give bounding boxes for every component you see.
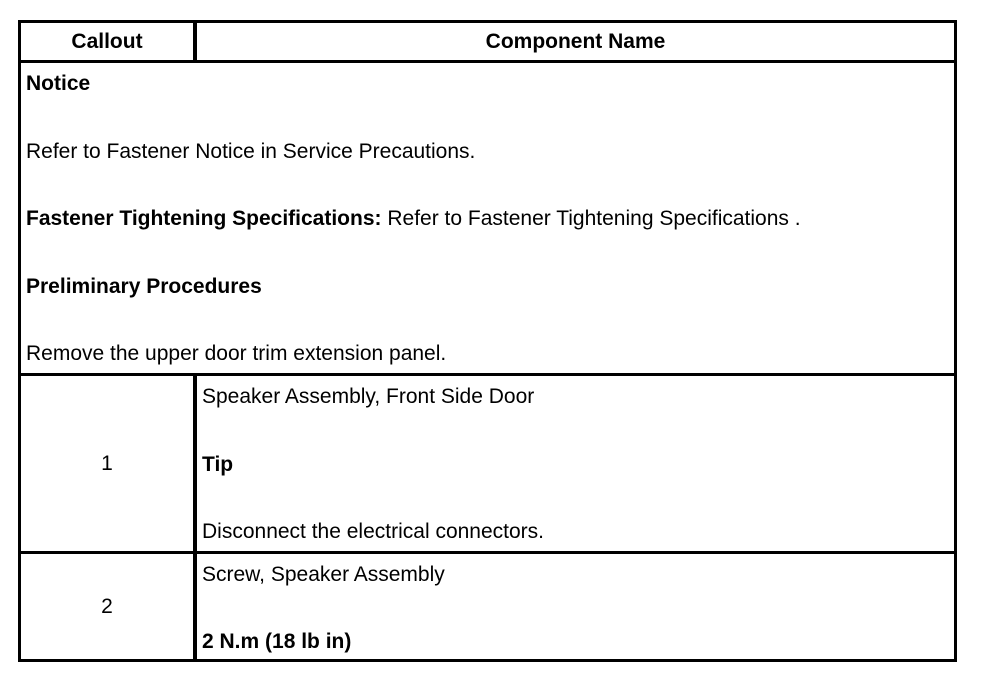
callout-number: 1 [101,451,113,475]
preliminary-procedures-title: Preliminary Procedures [26,275,262,298]
notice-section [21,63,954,376]
component-name: Screw, Speaker Assembly [202,563,445,586]
component-table [18,20,957,662]
component-name: Speaker Assembly, Front Side Door [202,385,535,408]
callout-number: 2 [101,594,113,618]
table-row [21,554,954,659]
preliminary-procedures-text: Remove the upper door trim extension panel. [26,342,447,365]
header-component-name: Component Name [485,29,666,53]
torque-spec: 2 N.m (18 lb in) [202,630,352,653]
notice-title: Notice [26,72,91,95]
component-cell [197,554,954,659]
fastener-spec-text: Refer to Fastener Tightening Specifications . [381,207,801,230]
table-header-row [21,23,954,63]
notice-refer-text: Refer to Fastener Notice in Service Precautions. [26,140,476,163]
fastener-spec-line [26,206,801,232]
fastener-spec-label: Fastener Tightening Specifications: [26,207,382,230]
tip-text: Disconnect the electrical connectors. [202,520,544,543]
header-callout: Callout [71,29,143,53]
table-row [21,376,954,554]
tip-label: Tip [202,453,234,476]
component-cell [197,376,954,551]
